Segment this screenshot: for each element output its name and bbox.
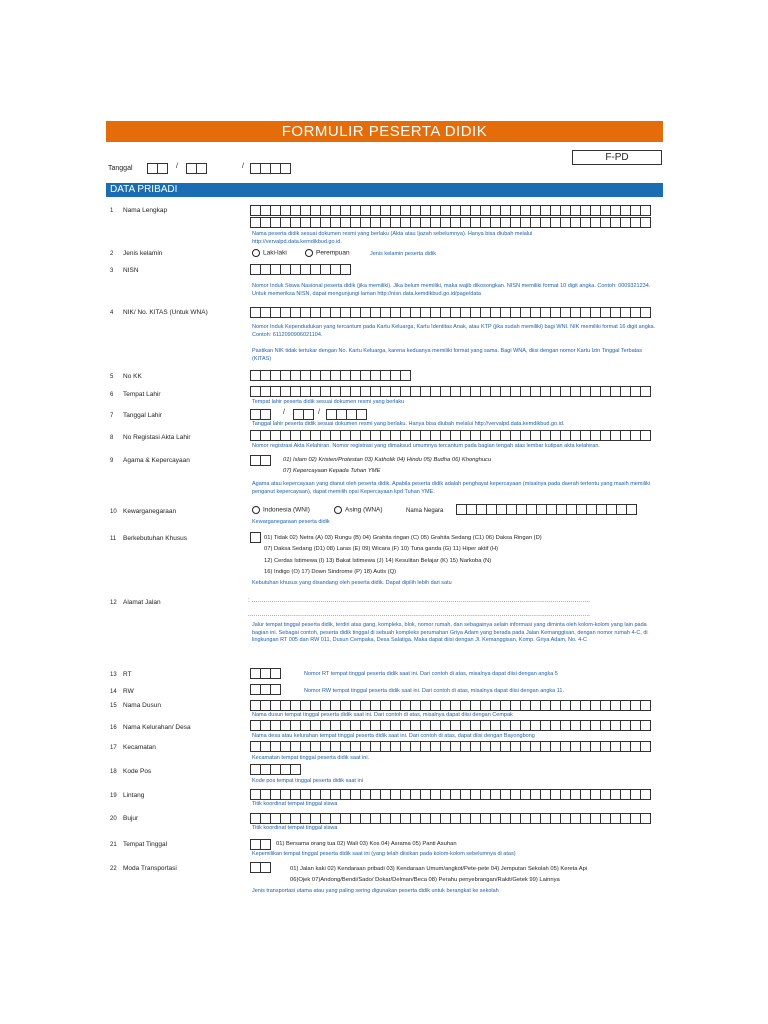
- berkebutuhan-khusus-input[interactable]: [250, 532, 260, 543]
- label-rw: RW: [123, 688, 134, 695]
- radio-circle-icon[interactable]: [252, 249, 260, 257]
- form-title: FORMULIR PESERTA DIDIK: [106, 121, 663, 142]
- char-box[interactable]: [640, 307, 651, 318]
- char-box[interactable]: [640, 813, 651, 824]
- char-box[interactable]: [340, 264, 351, 275]
- date-year-input[interactable]: [250, 163, 290, 174]
- label-rt: RT: [123, 671, 132, 678]
- field-number: 7: [110, 413, 114, 419]
- note-kecamatan: Kecamatan tempat tinggal peserta didik saat ini.: [252, 755, 370, 761]
- agama-options-2: 07) Kepercayaan Kepada Tuhan YME: [283, 468, 381, 474]
- char-box[interactable]: [196, 163, 207, 174]
- char-box[interactable]: [260, 455, 271, 466]
- label-tanggal-lahir: Tanggal Lahir: [123, 412, 163, 419]
- label-moda-transportasi: Moda Transportasi: [123, 865, 177, 872]
- kebutuhan-options-3: 12) Cerdas Istimewa (I) 13) Bakat Istimewa (J) 14) Kesulitan Belajar (K) 15) Narkoba (N): [264, 558, 492, 564]
- field-number: 19: [110, 793, 117, 799]
- char-box[interactable]: [290, 764, 301, 775]
- note-kelurahan: Nama desa atau kelurahan tempat tinggal peserta didik saat ini. Dari contoh di atas, dapat diisi dengan Bayongbong: [252, 733, 535, 739]
- agama-options-1: 01) Islam 02) Kristen/Protestan 03) Katholik 04) Hindu 05) Budha 06) Khonghucu: [283, 457, 492, 463]
- field-number: 3: [110, 268, 114, 274]
- note-rw: Nomor RW tempat tinggal peserta didik saat ini. Dari contoh di atas, misalnya dapat diisi dengan angka 11.: [304, 688, 564, 694]
- note-tempat-tinggal: Kepemilikan tempat tinggal peserta didik saat ini (yang telah diisikan pada kolom-kolom sebelumnya di atas): [252, 851, 516, 857]
- agama-input[interactable]: [250, 455, 270, 466]
- field-number: 5: [110, 374, 114, 380]
- char-box[interactable]: [626, 504, 637, 515]
- date-separator: /: [176, 163, 178, 170]
- date-day-input[interactable]: [147, 163, 167, 174]
- alamat-jalan-line2[interactable]: ..............................................................................................................................................................................: [248, 612, 591, 618]
- rw-input[interactable]: [250, 684, 280, 695]
- radio-wni[interactable]: Indonesia (WNI): [252, 506, 310, 514]
- note-nisn: Nomor Induk Siswa Nasional peserta didik (jika memiliki). Jika belum memiliki, maka wajib dikosongkan. NISN memiliki format 10 digit angka. Contoh: 0009321234. Untuk memeriksa NISN, dapat mengunjungi laman http://nisn.data.kemdikbud.go.id/page/data: [252, 283, 651, 297]
- date-month-input[interactable]: [186, 163, 206, 174]
- note-kode-pos: Kode pos tempat tinggal peserta didik saat ini: [252, 778, 363, 784]
- label-tempat-tinggal: Tempat Tinggal: [123, 841, 168, 848]
- field-number: 20: [110, 816, 117, 822]
- radio-circle-icon[interactable]: [334, 506, 342, 514]
- lintang-input[interactable]: [250, 789, 650, 800]
- date-separator: /: [318, 409, 320, 416]
- char-box[interactable]: [400, 370, 411, 381]
- alamat-jalan-line1[interactable]: : ............................................................................................................................................................................: [248, 598, 591, 604]
- field-number: 18: [110, 769, 117, 775]
- note-jenis-kelamin: Jenis kelamin peserta didik: [370, 251, 437, 257]
- field-number: 16: [110, 725, 117, 731]
- field-number: 10: [110, 509, 117, 515]
- tempat-lahir-input[interactable]: [250, 386, 650, 397]
- label-lintang: Lintang: [123, 792, 145, 799]
- section-data-pribadi: DATA PRIBADI: [106, 183, 663, 197]
- note-berkebutuhan-khusus: Kebutuhan khusus yang disandang oleh peserta didik. Dapat dipilih lebih dari satu: [252, 580, 452, 586]
- label-alamat-jalan: Alamat Jalan: [123, 599, 161, 606]
- char-box[interactable]: [250, 532, 261, 543]
- char-box[interactable]: [640, 741, 651, 752]
- note-nik: Nomor Induk Kependudukan yang tercantum pada Kartu Keluarga, Kartu Identitas Anak, atau KTP (jika sudah memiliki) bagi WNI. NIK memiliki format 16 digit angka. Contoh: 6112090906021104.: [252, 324, 656, 338]
- radio-circle-icon[interactable]: [252, 506, 260, 514]
- note-nama-dusun: Nama dusun tempat tinggal peserta didik saat ini. Dari contoh di atas, misalnya dapat diisi dengan Cempak: [252, 712, 513, 718]
- field-number: 8: [110, 435, 114, 441]
- note-alamat-jalan: Jalur tempat tinggal peserta didik, terdiri atas gang, kompleks, blok, nomor rumah, dan sebagainya selain informasi yang diminta oleh kolom-kolom yang lain pada bagian ini. Sebagai contoh, peserta didik tinggal di sebuah kompleks perumahan Griya Adam yang berada pada Jalan Kemanggisan, dengan nomor rumah 4-C, di lingkungan RT 005 dan RW 011, Dusun Cempaka, Desa Salatiga. Maka dapat diisi dengan Jl. Kemanggisan, Komp. Griya Adam, No. 4-C: [252, 622, 648, 643]
- label-berkebutuhan-khusus: Berkebutuhan Khusus: [123, 535, 187, 542]
- char-box[interactable]: [270, 668, 281, 679]
- char-box[interactable]: [640, 720, 651, 731]
- label-agama: Agama & Kepercayaan: [123, 457, 190, 464]
- tempat-tinggal-input[interactable]: [250, 839, 270, 850]
- kebutuhan-options-2: 07) Daksa Sedang (D1) 08) Laras (E) 09) Wicara (F) 10) Tuna ganda (G) 11) Hiper aktif (H): [264, 546, 499, 552]
- field-number: 17: [110, 745, 117, 751]
- transportasi-options-2: 06)Ojek 07)Andong/Bendi/Sado/ Dokar/Delman/Beca 08) Perahu penyebrangan/Rakit/Getek 99) Lainnya: [290, 877, 560, 883]
- nama-lengkap-input-row2[interactable]: [250, 217, 650, 228]
- char-box[interactable]: [356, 409, 367, 420]
- label-nik: NIK/ No. KITAS (Untuk WNA): [123, 309, 208, 316]
- kebutuhan-options-1: 01) Tidak 02) Netra (A) 03) Rungu (B) 04) Grahita ringan (C) 05) Grahita Sedang (C1) 06) Daksa Ringan (D): [264, 535, 542, 541]
- note-moda-transportasi: Jenis transportasi utama atau yang paling sering digunakan peserta didik untuk berangkat ke sekolah: [252, 888, 499, 894]
- note-kewarganegaraan: Kewarganegaraan peserta didik: [252, 519, 330, 525]
- nama-negara-input[interactable]: [456, 504, 636, 515]
- char-box[interactable]: [260, 862, 271, 873]
- char-box[interactable]: [640, 700, 651, 711]
- date-separator: /: [283, 409, 285, 416]
- kecamatan-input[interactable]: [250, 741, 650, 752]
- field-number: 21: [110, 842, 117, 848]
- field-number: 2: [110, 251, 114, 257]
- akta-lahir-input[interactable]: [250, 430, 650, 441]
- radio-circle-icon[interactable]: [305, 249, 313, 257]
- field-number: 15: [110, 703, 117, 709]
- char-box[interactable]: [260, 839, 271, 850]
- form-code: F-PD: [572, 150, 662, 165]
- no-kk-input[interactable]: [250, 370, 410, 381]
- nik-input[interactable]: [250, 307, 650, 318]
- field-number: 6: [110, 392, 114, 398]
- radio-laki-laki[interactable]: Laki-laki: [252, 249, 287, 257]
- rt-input[interactable]: [250, 668, 280, 679]
- note-rt: Nomor RT tempat tinggal peserta didik saat ini. Dari contoh di atas, misalnya dapat diisi dengan angka 5: [304, 671, 558, 677]
- field-number: 4: [110, 310, 114, 316]
- nama-dusun-input[interactable]: [250, 700, 650, 711]
- tanggal-lahir-day-input[interactable]: [250, 409, 270, 420]
- nisn-input[interactable]: [250, 264, 350, 275]
- label-kode-pos: Kode Pos: [123, 768, 152, 775]
- note-akta-lahir: Nomor registrasi Akta Kelahiran. Nomor registrasi yang dimaksud umumnya tercantum pada bagian tengah atas lembar kutipan akta kelahiran.: [252, 443, 600, 449]
- char-box[interactable]: [280, 163, 291, 174]
- tempat-tinggal-options: 01) Bersama orang tua 02) Wali 03) Kos 04) Asrama 05) Panti Asuhan: [276, 841, 457, 847]
- label-nama-dusun: Nama Dusun: [123, 702, 161, 709]
- radio-perempuan[interactable]: Perempuan: [305, 249, 350, 257]
- label-nama-negara: Nama Negara: [406, 508, 444, 514]
- label-tempat-lahir: Tempat Lahir: [123, 391, 161, 398]
- note-bujur: Titik koordinat tempat tinggal siswa: [252, 825, 338, 831]
- transportasi-options-1: 01) Jalan kaki 02) Kendaraan pribadi 03) Kendaraan Umum/angkot/Pete-pete 04) Jemputan Sekolah 05) Kereta Api: [290, 866, 588, 872]
- date-label: Tanggal: [108, 165, 133, 172]
- char-box[interactable]: [260, 409, 271, 420]
- note-tanggal-lahir: Tanggal lahir peserta didik sesuai dokumen resmi yang berlaku. Hanya bisa diubah melalui http://vervalpd.data.kemdikbud.go.id.: [252, 421, 565, 427]
- note-tempat-lahir: Tempat lahir peserta didik sesuai dokumen resmi yang berlaku: [252, 399, 405, 405]
- char-box[interactable]: [157, 163, 168, 174]
- kode-pos-input[interactable]: [250, 764, 300, 775]
- label-no-kk: No KK: [123, 373, 142, 380]
- field-number: 11: [110, 536, 117, 542]
- label-kelurahan: Nama Kelurahan/ Desa: [123, 724, 191, 731]
- field-number: 12: [110, 600, 117, 606]
- label-kewarganegaraan: Kewarganegaraan: [123, 508, 177, 515]
- field-number: 13: [110, 672, 117, 678]
- note-agama: Agama atau kepercayaan yang dianut oleh peserta didik. Apabila peserta didik adalah penghayat kepercayaan (misalnya pada daerah tertentu yang masih memiliki penganut kepercayaan), dapat memilih opsi Kepercayaan kpd Tuhan YME.: [252, 481, 651, 495]
- moda-transportasi-input[interactable]: [250, 862, 270, 873]
- label-jenis-kelamin: Jenis kelamin: [123, 250, 163, 257]
- field-number: 1: [110, 208, 114, 214]
- kebutuhan-options-4: 16) Indigo (O) 17) Down Sindrome (P) 18) Autis (Q): [264, 569, 397, 575]
- char-box[interactable]: [640, 205, 651, 216]
- tanggal-lahir-month-input[interactable]: [293, 409, 313, 420]
- char-box[interactable]: [303, 409, 314, 420]
- note-nama-lengkap: Nama peserta didik sesuai dokumen resmi yang berlaku (Akta atau Ijazah sebelumnya). Hanya bisa diubah melalui http://vervalpd.data.kemdikbud.go.id.: [252, 231, 533, 245]
- char-box[interactable]: [640, 789, 651, 800]
- char-box[interactable]: [640, 217, 651, 228]
- label-nama-lengkap: Nama Lengkap: [123, 207, 168, 214]
- label-nisn: NISN: [123, 267, 139, 274]
- nama-lengkap-input-row1[interactable]: [250, 205, 650, 216]
- label-akta-lahir: No Registasi Akta Lahir: [123, 434, 191, 441]
- radio-wna[interactable]: Asing (WNA): [334, 506, 383, 514]
- char-box[interactable]: [640, 430, 651, 441]
- char-box[interactable]: [270, 684, 281, 695]
- char-box[interactable]: [640, 386, 651, 397]
- field-number: 22: [110, 866, 117, 872]
- field-number: 9: [110, 458, 114, 464]
- field-number: 14: [110, 689, 117, 695]
- bujur-input[interactable]: [250, 813, 650, 824]
- label-kecamatan: Kecamatan: [123, 744, 156, 751]
- tanggal-lahir-year-input[interactable]: [326, 409, 366, 420]
- note-lintang: Titik koordinat tempat tinggal siswa: [252, 801, 338, 807]
- note-nik-2: Pastikan NIK tidak tertukar dengan No. Kartu Keluarga, karena keduanya memiliki format yang sama. Bagi WNA, diisi dengan nomor Kartu Izin Tinggal Terbatas (KITAS): [252, 348, 642, 362]
- label-bujur: Bujur: [123, 815, 139, 822]
- kelurahan-input[interactable]: [250, 720, 650, 731]
- date-separator: /: [242, 163, 244, 170]
